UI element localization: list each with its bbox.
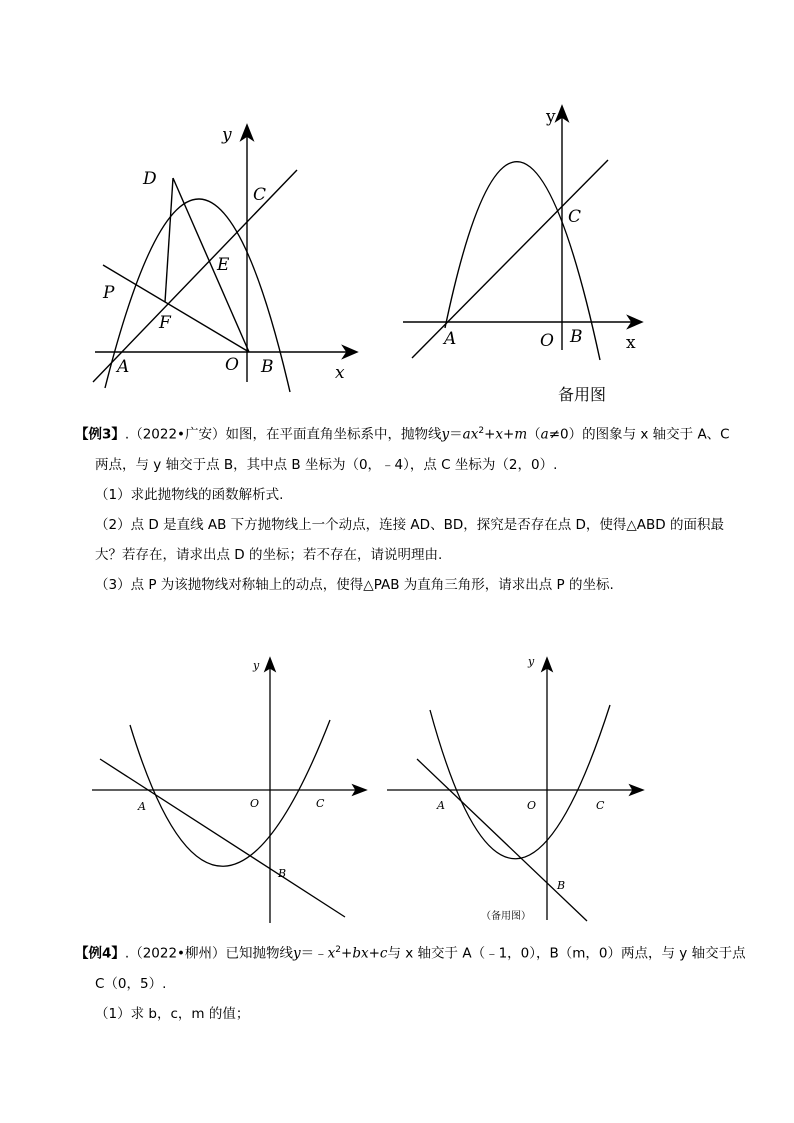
figure-caption: 备用图 <box>558 385 607 404</box>
figure-4 <box>385 655 655 925</box>
formula-eq: ＝﹣ <box>300 945 328 962</box>
label-A: A <box>444 329 457 349</box>
condition-a: a <box>540 426 549 443</box>
label-x: x <box>335 363 345 383</box>
label-A: A <box>437 799 445 812</box>
label-A: A <box>117 357 130 377</box>
formula-eq: ＝ <box>449 426 463 443</box>
formula-exponent: 2 <box>478 426 485 436</box>
line-AB <box>417 759 587 921</box>
example-4 <box>75 935 746 1029</box>
intro-text: 已知抛物线 <box>225 945 294 962</box>
formula-y: y <box>441 426 450 443</box>
example-source: .（2022•广安） <box>124 426 226 443</box>
label-B: B <box>278 867 287 880</box>
label-B: B <box>261 357 274 377</box>
label-A: A <box>138 800 146 813</box>
formula-x: x <box>327 945 336 962</box>
formula-rest: +x+m <box>484 426 528 443</box>
question-2-part-a: （2）点 D 是直线 AB 下方抛物线上一个动点，连接 AD、BD，探究是否存在点 D，使得△ABD 的面积最 <box>95 516 724 533</box>
label-y: y <box>528 655 535 668</box>
example-3-line-1 <box>75 416 735 450</box>
line-AC <box>93 170 297 382</box>
label-x: x <box>626 333 636 353</box>
question-1: （1）求 b，c，m 的值； <box>95 1005 250 1022</box>
figure-2 <box>400 100 650 405</box>
example-4-line-1 <box>75 935 746 969</box>
label-y: y <box>253 659 260 672</box>
label-B: B <box>557 879 566 892</box>
parabola <box>430 705 610 859</box>
label-F: F <box>159 313 171 333</box>
line-PO <box>103 265 249 352</box>
label-O: O <box>225 355 239 375</box>
figure-1 <box>85 120 375 390</box>
line-DF <box>165 178 173 302</box>
condition-open: （ <box>527 426 541 443</box>
label-C: C <box>316 797 325 810</box>
question-1: （1）求此抛物线的函数解析式. <box>95 486 284 503</box>
line-DO <box>173 178 249 352</box>
formula-exponent: 2 <box>335 945 342 955</box>
condition-rest: ≠0）的图象与 x 轴交于 A、C <box>548 426 730 443</box>
example-3 <box>75 416 735 600</box>
figure-caption: （备用图） <box>481 911 531 922</box>
figure-3 <box>90 655 370 925</box>
example-tag: 【例3】 <box>75 426 125 443</box>
label-O: O <box>250 797 260 810</box>
label-P: P <box>103 283 115 303</box>
label-C: C <box>253 185 267 205</box>
example-tag: 【例4】 <box>75 945 125 962</box>
formula-y: y <box>293 945 301 962</box>
label-E: E <box>217 255 230 275</box>
example-source: .（2022•柳州） <box>124 945 226 962</box>
question-3: （3）点 P 为该抛物线对称轴上的动点，使得△PAB 为直角三角形，请求出点 P 的坐标. <box>95 576 614 593</box>
label-y: y <box>546 107 556 127</box>
example-4-line-2: C（0，5）. <box>95 975 167 992</box>
formula-rest: +bx+c <box>341 945 388 962</box>
line-AB <box>100 759 345 917</box>
question-2-part-b: 大？若存在，请求出点 D 的坐标；若不存在，请说明理由. <box>95 546 443 563</box>
label-C: C <box>596 799 605 812</box>
rest-text: 与 x 轴交于 A（﹣1，0），B（m，0）两点，与 y 轴交于点 <box>387 945 746 962</box>
label-O: O <box>527 799 537 812</box>
label-y: y <box>222 125 232 145</box>
formula-a: ax <box>462 426 479 443</box>
label-O: O <box>540 331 554 351</box>
label-C: C <box>568 207 582 227</box>
example-3-line-2: 两点，与 y 轴交于点 B，其中点 B 坐标为（0，﹣4），点 C 坐标为（2，0）. <box>95 456 558 473</box>
parabola <box>130 720 330 866</box>
intro-text: 如图，在平面直角坐标系中，抛物线 <box>225 426 442 443</box>
label-B: B <box>570 327 583 347</box>
label-D: D <box>143 169 157 189</box>
